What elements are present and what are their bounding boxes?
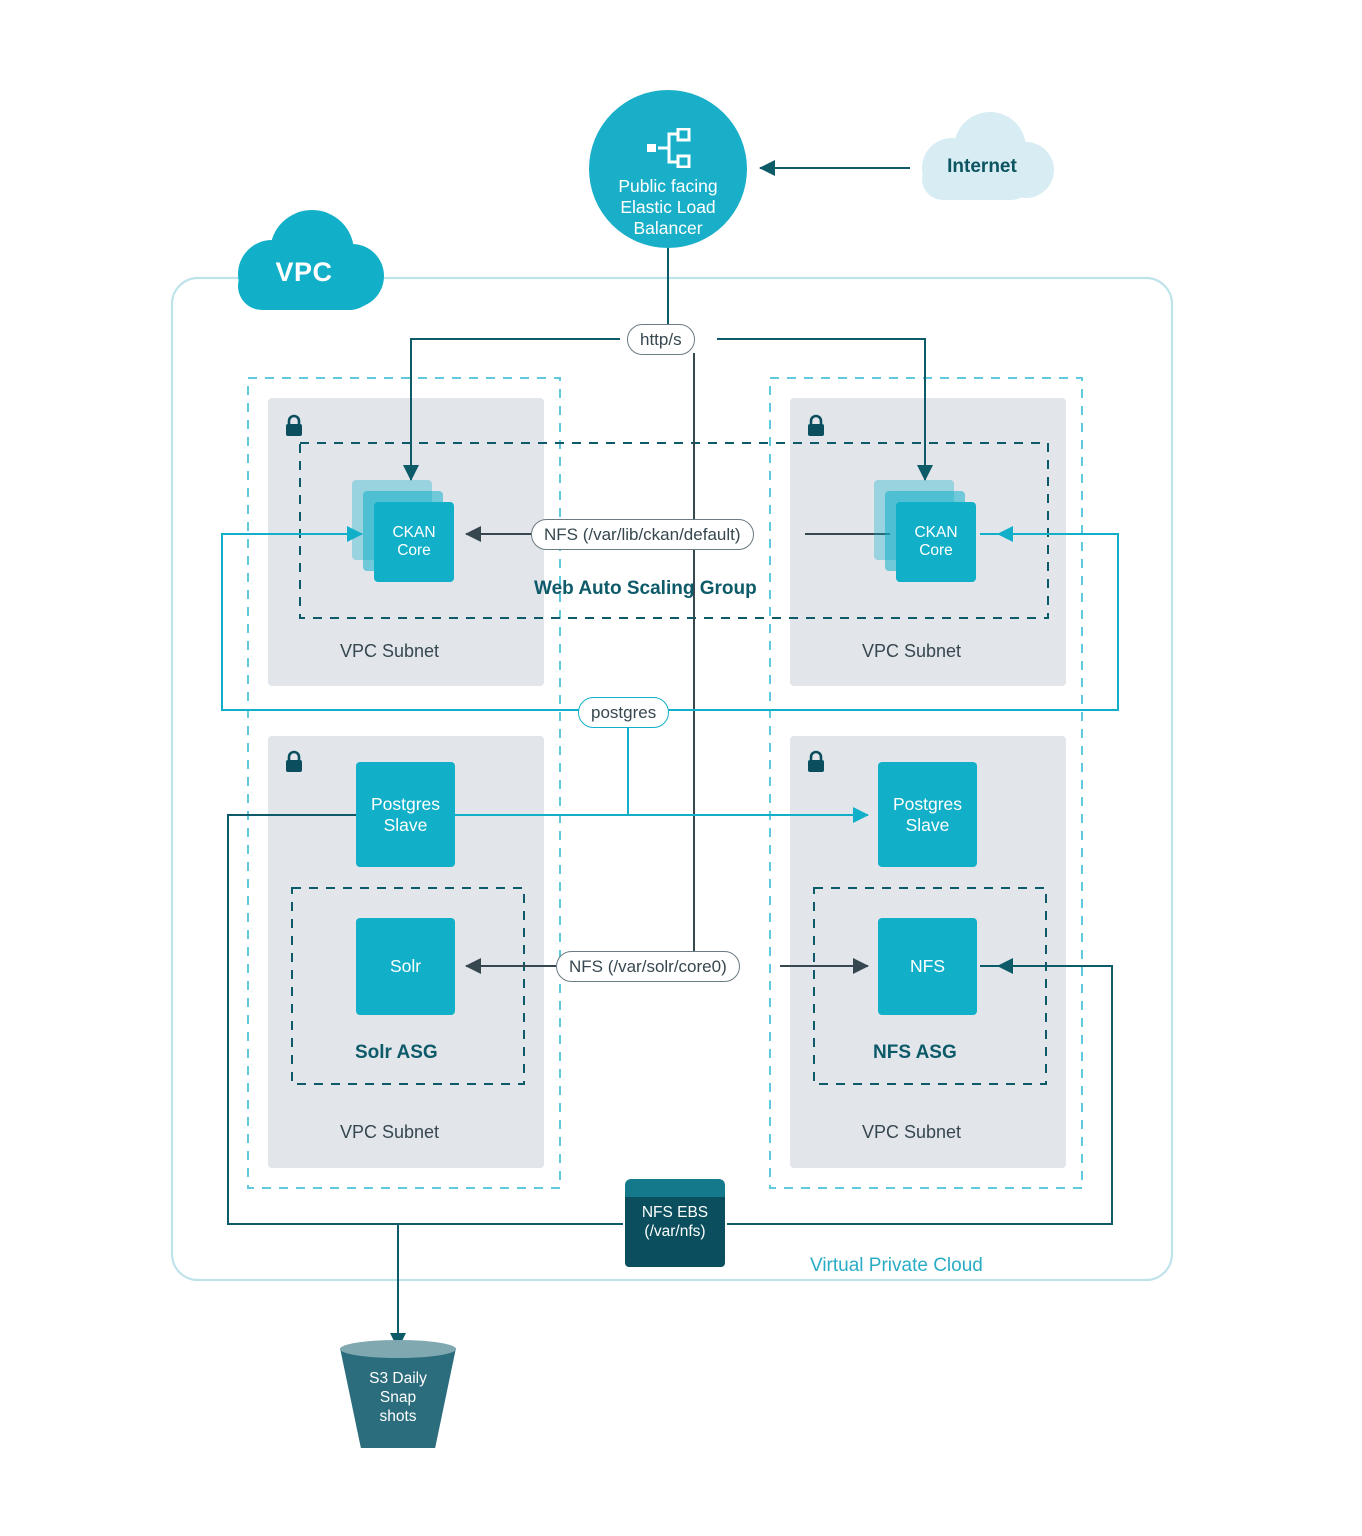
ckan-core-right-line2: Core <box>919 542 953 559</box>
subnet-label-top-left: VPC Subnet <box>340 641 440 661</box>
ebs-label-line2: (/var/nfs) <box>644 1223 706 1241</box>
s3-label <box>340 1370 456 1427</box>
subnet-label-bottom-right: VPC Subnet <box>862 1122 962 1142</box>
ckan-core-right-front[interactable] <box>896 502 976 582</box>
postgres-slave-right-line2: Slave <box>905 814 950 835</box>
ckan-core-right-node[interactable] <box>874 480 980 586</box>
postgres-slave-right-line1: Postgres <box>892 793 963 814</box>
solr-node[interactable] <box>356 918 455 1015</box>
s3-label-line3: shots <box>379 1407 417 1425</box>
s3-bucket-lid <box>340 1340 456 1358</box>
vpc-caption: Virtual Private Cloud <box>810 1255 983 1276</box>
nfs-asg-label: NFS ASG <box>873 1042 957 1063</box>
nfs-label: NFS <box>910 956 945 977</box>
solr-asg-label: Solr ASG <box>355 1042 438 1063</box>
web-asg-label: Web Auto Scaling Group <box>534 578 757 599</box>
lock-icon <box>283 414 305 443</box>
postgres-slave-left-node[interactable] <box>356 762 455 867</box>
ebs-label <box>625 1203 725 1242</box>
http-connection-label: http/s <box>627 324 695 355</box>
internet-label: Internet <box>947 155 1017 177</box>
nfs-ebs-node[interactable] <box>625 1179 725 1267</box>
ebs-label-line1: NFS EBS <box>641 1204 709 1221</box>
load-balancer-icon <box>645 128 691 173</box>
s3-label-line2: Snap <box>379 1388 417 1406</box>
lock-icon <box>283 750 305 779</box>
subnet-label-bottom-left: VPC Subnet <box>340 1122 440 1142</box>
s3-snapshots-node[interactable] <box>340 1340 456 1456</box>
postgres-slave-left-line2: Slave <box>383 814 428 835</box>
nfs-ckan-connection-label: NFS (/var/lib/ckan/default) <box>531 519 754 550</box>
vpc-cloud <box>232 220 376 326</box>
vpc-label: VPC <box>275 257 333 288</box>
nfs-node[interactable] <box>878 918 977 1015</box>
elb-label: Public facing Elastic Load Balancer <box>618 176 718 238</box>
ebs-top <box>625 1179 725 1197</box>
ckan-core-left-line2: Core <box>397 542 431 559</box>
postgres-slave-left-line1: Postgres <box>370 793 441 814</box>
ckan-core-left-line1: CKAN <box>392 523 436 541</box>
ckan-core-right-line1: CKAN <box>914 523 958 541</box>
postgres-slave-right-node[interactable] <box>878 762 977 867</box>
nfs-solr-connection-label: NFS (/var/solr/core0) <box>556 951 740 982</box>
subnet-label-top-right: VPC Subnet <box>862 641 962 661</box>
s3-label-line1: S3 Daily <box>369 1370 427 1387</box>
elastic-load-balancer-node[interactable] <box>589 90 747 248</box>
lock-icon <box>805 414 827 443</box>
postgres-connection-label: postgres <box>578 697 669 728</box>
lock-icon <box>805 750 827 779</box>
ckan-core-left-front[interactable] <box>374 502 454 582</box>
solr-label: Solr <box>389 956 422 977</box>
internet-cloud <box>908 112 1056 222</box>
ckan-core-left-node[interactable] <box>352 480 458 586</box>
